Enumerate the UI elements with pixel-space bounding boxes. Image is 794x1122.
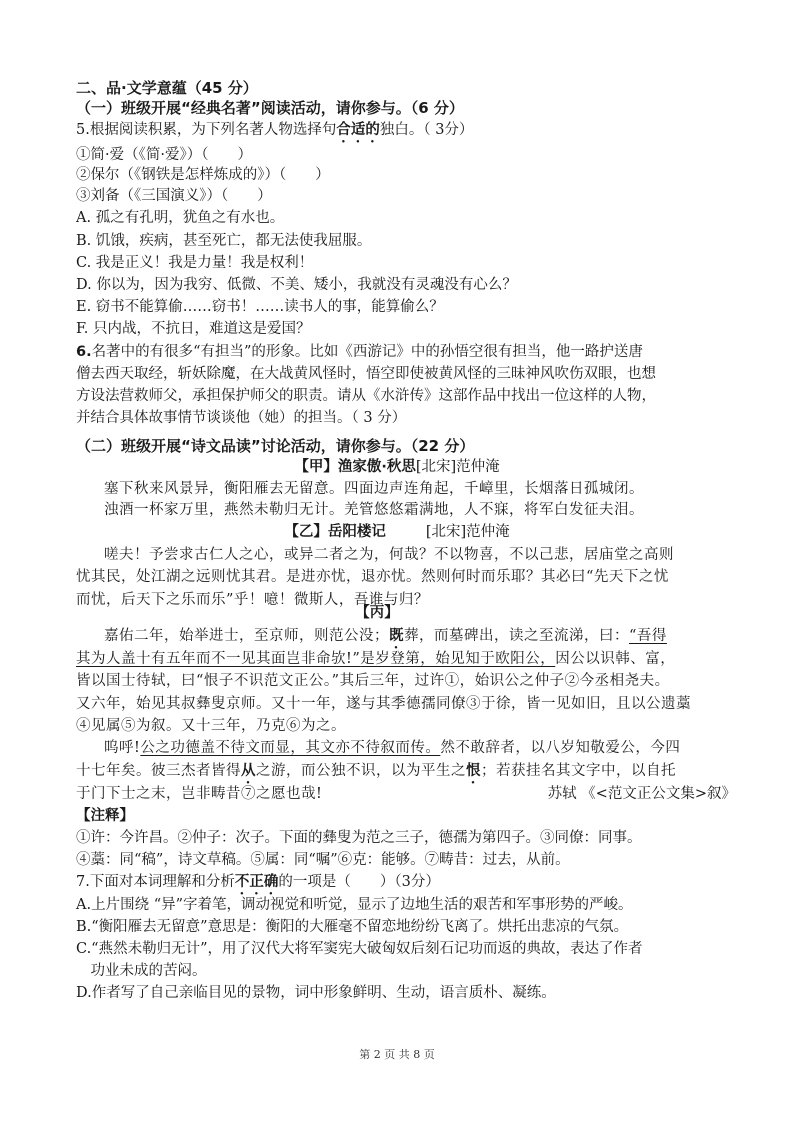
yi-heading — [0, 522, 794, 542]
q6-text-1: 名著中的有很多“有担当”的形象。比如《西游记》中的孙悟空很有担当，他一路护送唐 — [91, 344, 643, 360]
q5-option-c: C. 我是正义！我是力量！我是权利！ — [76, 255, 314, 271]
bing-l1-d: “吾得 — [629, 628, 667, 644]
bing-line-8: 于门下士之末，岂非畴昔⑦之愿也哉! — [76, 786, 323, 802]
q6-line-4: 并结合具体故事情节谈谈他（她）的担当。（ 3 分） — [76, 410, 407, 426]
bing-l7-d: 恨 — [466, 763, 481, 779]
bing-l2-b: 是岁登第，始见知于欧阳公， — [360, 651, 556, 667]
jia-line-2: 浊酒一杯家万里，燕然未勒归无计。羌管悠悠霜满地，人不寐，将军白发征夫泪。 — [104, 502, 644, 518]
bing-l6-b: 公之功德盖不待文而显，其文亦不待叙而传。 — [140, 740, 441, 756]
bing-l1-c: 葬，而墓碑出，读之至流涕，曰： — [404, 628, 629, 644]
q7-option-b: B.“衡阳雁去无留意”意思是：衡阳的大雁毫不留恋地纷纷飞离了。烘托出悲凉的气氛。 — [76, 919, 629, 935]
bing-line-4: 又六年，始见其叔彝叟京师。又十一年，遂与其季德孺同僚③于徐，皆一见如旧，且以公遗藁 — [76, 696, 691, 712]
bing-line-5: ④见属⑤为叙。又十三年，乃克⑥为之。 — [76, 718, 346, 734]
q6-line-1 — [76, 342, 736, 362]
part2-title: （二）班级开展“诗文品读”讨论活动，请你参与。（22 分） — [76, 437, 475, 455]
yi-line-1: 嗟夫！予尝求古仁人之心，或异二者之为，何哉？不以物喜，不以己悲，居庙堂之高则 — [104, 547, 674, 563]
q7-stem-prefix: 7.下面对本词理解和分析 — [76, 874, 235, 890]
notes-title: 【注释】 — [76, 808, 134, 824]
bing-line-6 — [104, 738, 764, 758]
bing-l7-e: ；若获挂名其文字中，以自托 — [481, 763, 676, 779]
bing-l7-a: 十七年矣。彼三杰者皆得 — [76, 763, 241, 779]
bing-title: 【丙】 — [355, 605, 399, 621]
bing-l1-a: 嘉佑二年，始举进士，至京师，则范公没； — [104, 628, 389, 644]
bing-l2-a: 其为人盖十有五年而不一见其面岂非命欤!” — [76, 651, 361, 667]
jia-author: [北宋]范仲淹 — [415, 459, 500, 475]
q7-stem-suffix: 的一项是（ ）（3分） — [278, 874, 440, 890]
jia-line-1: 塞下秋来风景异，衡阳雁去无留意。四面边声连角起，千嶂里，长烟落日孤城闭。 — [104, 481, 644, 497]
q6-number: 6. — [76, 344, 92, 360]
q5-option-e: E. 窃书不能算偷……窃书！……读书人的事，能算偷么？ — [76, 299, 444, 315]
q5-item-3: ③刘备（《三国演义》）（ ） — [76, 188, 272, 204]
bing-author: 苏轼 《<范文正公文集>叙》 — [547, 786, 736, 802]
bing-l1-b: 既 — [389, 628, 404, 644]
notes-line-1: ①许：今许昌。②仲子：次子。下面的彝叟为范之三子，德孺为第四子。③同僚：同事。 — [76, 830, 642, 846]
section-title: 二、品·文学意蕴（45 分） — [76, 79, 258, 97]
bing-l7-b: 从 — [241, 763, 256, 779]
q7-option-a: A.上片围绕 “异”字着笔，调动视觉和听觉，显示了边地生活的艰苦和军事形势的严峻。 — [76, 897, 633, 913]
yi-author: [北宋]范仲淹 — [425, 524, 510, 540]
bing-l6-a: 呜呼! — [104, 740, 141, 756]
notes-line-2: ④藁：同“稿”，诗文草稿。⑤属：同“嘱”⑥克：能够。⑦畴昔：过去，从前。 — [76, 852, 570, 868]
q7-stem-emphasis: 不正确 — [234, 874, 279, 890]
bing-line-3: 皆以国士待轼，曰“恨子不识范文正公。”其后三年，过许①，始识公之仲子②今丞相尧夫。 — [76, 673, 670, 689]
part1-title: （一）班级开展“经典名著”阅读活动，请你参与。（6 分） — [76, 99, 464, 117]
q5-stem-prefix: 5.根据阅读积累，为下列名著人物选择句 — [76, 122, 337, 138]
q5-option-b: B. 饥饿，疾病，甚至死亡，都无法使我屈服。 — [76, 233, 372, 249]
q6-line-3: 方设法营救师父，承担保护师父的职责。请从《水浒传》这部作品中找出一位这样的人物， — [76, 388, 656, 404]
q5-option-d: D. 你以为，因为我穷、低微、不美、矮小，我就没有灵魂没有心么？ — [76, 277, 517, 293]
q6-line-2: 僧去西天取经，斩妖除魔，在大战黄风怪时，悟空即使被黄风怪的三昧神风吹伤双眼，也想 — [76, 366, 656, 382]
yi-title: 【乙】岳阳楼记 — [284, 524, 386, 540]
bing-l6-c: 然不敢辞者，以八岁知敬爱公，今四 — [440, 740, 681, 756]
q5-stem — [76, 120, 736, 146]
q7-option-c-cont: 功业未成的苦闷。 — [76, 963, 207, 979]
q5-item-1: ①简·爱（《简·爱》）（ ） — [76, 147, 252, 163]
q5-option-a: A. 孤之有孔明，犹鱼之有水也。 — [76, 210, 285, 226]
yi-line-3: 而忧，后天下之乐而乐”乎！噫！微斯人，吾谁与归？ — [76, 592, 429, 608]
q5-stem-emphasis: 合适的 — [336, 122, 380, 138]
page-footer: 第 2 页 共 8 页 — [359, 1048, 435, 1061]
yi-line-2: 忧其民，处江湖之远则忧其君。是进亦忧，退亦忧。然则何时而乐耶？其必曰“先天下之忧 — [76, 569, 669, 585]
bing-l2-c: 因公以识韩、富， — [555, 651, 676, 667]
q5-item-2: ②保尔（《钢铁是怎样炼成的》）（ ） — [76, 167, 330, 183]
q5-stem-suffix: 独白。（ 3分） — [379, 122, 474, 138]
bing-heading — [0, 603, 774, 623]
bing-l7-c: 之游，而公独不识，以为平生之 — [256, 763, 466, 779]
bing-line-2 — [76, 649, 736, 669]
q7-option-c: C.“燕然未勒归无计”，用了汉代大将军窦宪大破匈奴后刻石记功而返的典故，表达了作者 — [76, 941, 643, 957]
jia-heading — [0, 457, 794, 477]
jia-title: 【甲】渔家傲·秋思 — [294, 459, 416, 475]
q5-option-f: F. 只内战，不抗日，难道这是爱国？ — [76, 321, 311, 337]
q7-option-d: D.作者写了自己亲临目见的景物，词中形象鲜明、生动，语言质朴、凝练。 — [76, 985, 556, 1001]
